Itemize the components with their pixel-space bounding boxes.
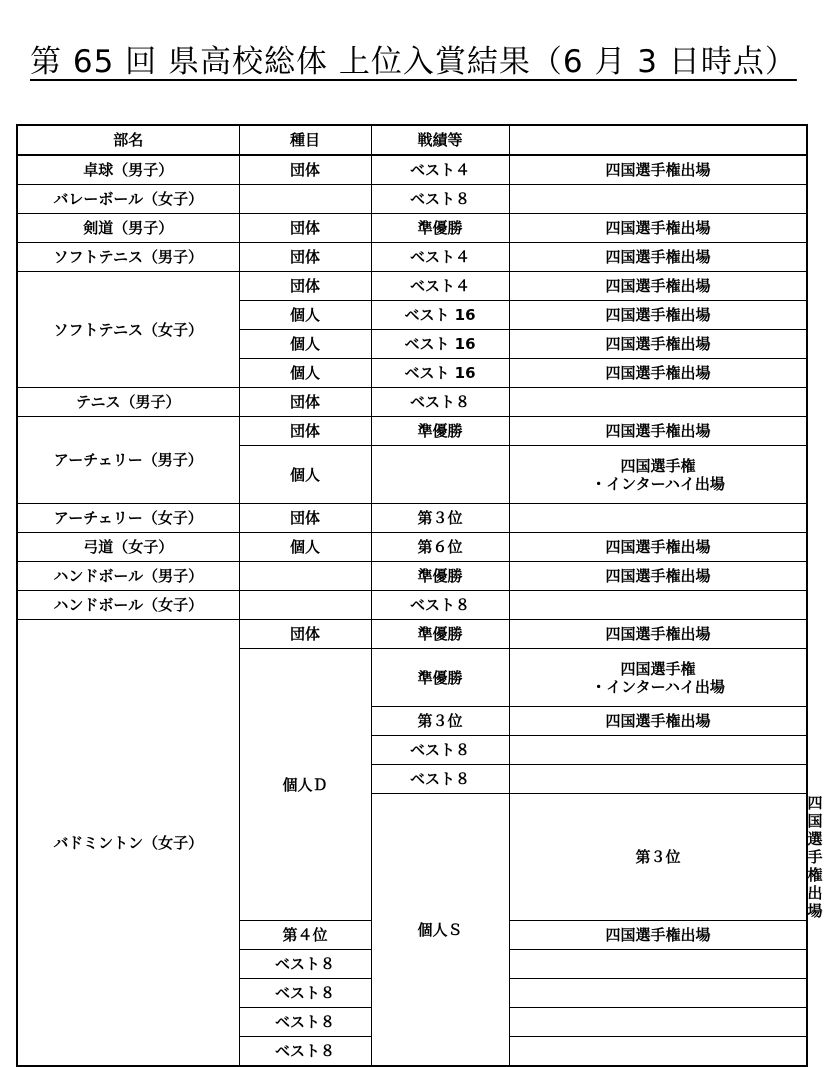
- note-cell: [509, 950, 807, 979]
- table-row: [17, 214, 807, 243]
- event-cell: 団体: [239, 504, 371, 533]
- event-cell: 団体: [239, 155, 371, 185]
- note-cell: 四国選手権出場: [509, 272, 807, 301]
- header-note: [509, 125, 807, 155]
- result-cell: 第３位: [371, 707, 509, 736]
- note-cell: 四国選手権出場: [509, 243, 807, 272]
- table-row: [17, 388, 807, 417]
- result-cell: ベスト４: [371, 243, 509, 272]
- header-event: 種目: [239, 125, 371, 155]
- result-cell: ベスト 16: [371, 330, 509, 359]
- club-cell: バレーボール（女子）: [17, 185, 239, 214]
- note-cell: [509, 1037, 807, 1067]
- table-row: [17, 417, 807, 446]
- club-cell: ハンドボール（男子）: [17, 562, 239, 591]
- event-cell: 団体: [239, 272, 371, 301]
- note-cell: 四国選手権出場: [509, 155, 807, 185]
- result-cell: 準優勝: [371, 417, 509, 446]
- table-row: [17, 562, 807, 591]
- result-cell: ベスト８: [371, 388, 509, 417]
- club-cell: 弓道（女子）: [17, 533, 239, 562]
- note-cell: [509, 765, 807, 794]
- note-cell: 四国選手権 ・インターハイ出場: [509, 446, 807, 504]
- note-cell: 四国選手権出場: [509, 359, 807, 388]
- club-cell: アーチェリー（女子）: [17, 504, 239, 533]
- header-result: 戦績等: [371, 125, 509, 155]
- table-row: [17, 155, 807, 185]
- club-cell: バドミントン（女子）: [17, 620, 239, 1067]
- event-cell: 個人: [239, 533, 371, 562]
- note-cell: [509, 979, 807, 1008]
- result-cell: ベスト 16: [371, 301, 509, 330]
- event-cell: 個人: [239, 330, 371, 359]
- result-cell: 準優勝: [371, 214, 509, 243]
- event-cell: 個人: [239, 446, 371, 504]
- result-cell: 第６位: [371, 533, 509, 562]
- result-cell: 第４位: [239, 921, 371, 950]
- event-cell: 団体: [239, 388, 371, 417]
- club-cell: 剣道（男子）: [17, 214, 239, 243]
- note-cell: 四国選手権出場: [509, 921, 807, 950]
- event-cell: 個人Ｓ: [371, 794, 509, 1067]
- table-row: [17, 533, 807, 562]
- result-cell: ベスト８: [371, 185, 509, 214]
- event-cell: 団体: [239, 214, 371, 243]
- result-cell: ベスト４: [371, 155, 509, 185]
- result-cell: ベスト８: [239, 979, 371, 1008]
- event-cell: 個人: [239, 301, 371, 330]
- result-cell: ベスト８: [239, 1037, 371, 1067]
- header-row: [17, 125, 807, 155]
- results-body: [17, 155, 823, 1066]
- event-cell: [239, 591, 371, 620]
- note-cell: 四国選手権出場: [509, 301, 807, 330]
- note-cell: 四国選手権出場: [509, 417, 807, 446]
- note-cell: 四国選手権出場: [509, 533, 807, 562]
- club-cell: ソフトテニス（女子）: [17, 272, 239, 388]
- table-row: [17, 243, 807, 272]
- result-cell: ベスト 16: [371, 359, 509, 388]
- club-cell: ハンドボール（女子）: [17, 591, 239, 620]
- note-cell: [509, 1008, 807, 1037]
- note-cell: [509, 736, 807, 765]
- result-cell: [371, 446, 509, 504]
- note-cell: [509, 504, 807, 533]
- result-cell: 準優勝: [371, 620, 509, 649]
- note-cell: 四国選手権 ・インターハイ出場: [509, 649, 807, 707]
- note-cell: 四国選手権出場: [509, 214, 807, 243]
- event-cell: 個人: [239, 359, 371, 388]
- result-cell: ベスト８: [239, 950, 371, 979]
- table-row: 個人Ｓ 第３位 四国選手権出場: [17, 794, 807, 921]
- result-cell: ベスト８: [239, 1008, 371, 1037]
- event-cell: 団体: [239, 620, 371, 649]
- table-row: [17, 620, 807, 649]
- note-cell: [509, 185, 807, 214]
- result-cell: ベスト４: [371, 272, 509, 301]
- club-cell: アーチェリー（男子）: [17, 417, 239, 504]
- results-table: [16, 124, 823, 1067]
- result-cell: 準優勝: [371, 562, 509, 591]
- note-cell: [509, 591, 807, 620]
- club-cell: ソフトテニス（男子）: [17, 243, 239, 272]
- result-cell: ベスト８: [371, 765, 509, 794]
- note-cell: 四国選手権出場: [509, 707, 807, 736]
- result-cell: ベスト８: [371, 591, 509, 620]
- club-cell: 卓球（男子）: [17, 155, 239, 185]
- event-cell: [239, 185, 371, 214]
- table-row: [17, 504, 807, 533]
- event-cell: [239, 562, 371, 591]
- result-cell: 第３位: [509, 794, 807, 921]
- table-row: [17, 591, 807, 620]
- club-cell: テニス（男子）: [17, 388, 239, 417]
- note-cell: 四国選手権出場: [509, 330, 807, 359]
- header-club: 部名: [17, 125, 239, 155]
- event-cell: 団体: [239, 243, 371, 272]
- table-row: [17, 185, 807, 214]
- event-cell: 個人Ｄ: [239, 649, 371, 921]
- table-row: [17, 272, 807, 301]
- note-cell: 四国選手権出場: [509, 562, 807, 591]
- note-cell: 四国選手権出場: [509, 620, 807, 649]
- page-title: 第 65 回 県高校総体 上位入賞結果（6 月 3 日時点）: [30, 44, 797, 80]
- note-cell: [509, 388, 807, 417]
- result-cell: ベスト８: [371, 736, 509, 765]
- event-cell: 団体: [239, 417, 371, 446]
- result-cell: 第３位: [371, 504, 509, 533]
- result-cell: 準優勝: [371, 649, 509, 707]
